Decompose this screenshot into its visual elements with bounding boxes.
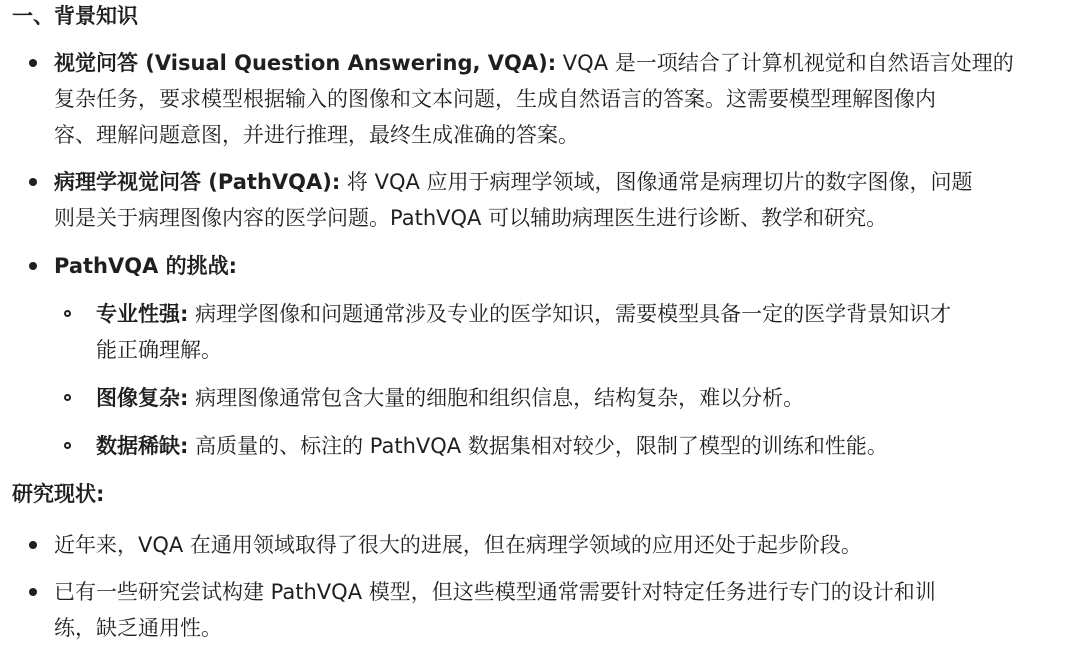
- list-item-text: 复杂任务，要求模型根据输入的图像和文本问题，生成自然语言的答案。这需要模型理解图像内: [54, 87, 936, 111]
- bullet-circle-icon: [64, 310, 71, 317]
- list-item-line: [54, 248, 237, 284]
- sub-list-item: [96, 428, 888, 464]
- list-item: [54, 574, 936, 646]
- list-item-text: 练，缺乏通用性。: [54, 616, 222, 640]
- list-item-text: 病理图像通常包含大量的细胞和组织信息，结构复杂，难以分析。: [188, 386, 805, 410]
- list-item-text: 则是关于病理图像内容的医学问题。PathVQA 可以辅助病理医生进行诊断、教学和研究。: [54, 206, 888, 230]
- list-item: [54, 45, 1014, 153]
- list-item-text: 能正确理解。: [96, 338, 222, 362]
- list-item-text: 已有一些研究尝试构建 PathVQA 模型，但这些模型通常需要针对特定任务进行专门的设计和训: [54, 580, 936, 604]
- bullet-dot-icon: [29, 59, 37, 67]
- section-title: 一、背景知识: [12, 4, 138, 28]
- list-item-line: [96, 296, 951, 332]
- bullet-circle-icon: [64, 394, 71, 401]
- list-item: [54, 248, 237, 284]
- list-item-term: 图像复杂:: [96, 386, 189, 410]
- list-item-text: VQA 是一项结合了计算机视觉和自然语言处理的: [556, 51, 1014, 75]
- bullet-dot-icon: [29, 588, 37, 596]
- research-title: 研究现状:: [12, 482, 105, 506]
- list-item-term: 数据稀缺:: [96, 434, 189, 458]
- sub-list-item: [96, 296, 951, 368]
- list-item-text: 病理学图像和问题通常涉及专业的医学知识，需要模型具备一定的医学背景知识才: [188, 302, 952, 326]
- list-item: [54, 164, 973, 236]
- list-item-line: [54, 45, 1014, 81]
- list-item-term: 视觉问答 (Visual Question Answering, VQA):: [54, 51, 557, 75]
- bullet-circle-icon: [64, 442, 71, 449]
- list-item-text: 容、理解问题意图，并进行推理，最终生成准确的答案。: [54, 123, 579, 147]
- sub-list-item: [96, 380, 804, 416]
- list-item-term: 病理学视觉问答 (PathVQA):: [54, 170, 341, 194]
- list-item-line: [54, 164, 973, 200]
- list-item-term: PathVQA 的挑战:: [54, 254, 238, 278]
- bullet-dot-icon: [29, 541, 37, 549]
- list-item-line: [96, 380, 804, 416]
- bullet-dot-icon: [29, 178, 37, 186]
- list-item-line: [96, 428, 888, 464]
- list-item-text: 近年来，VQA 在通用领域取得了很大的进展，但在病理学领域的应用还处于起步阶段。: [54, 533, 862, 557]
- bullet-dot-icon: [29, 262, 37, 270]
- list-item: [54, 527, 862, 563]
- list-item-text: 高质量的、标注的 PathVQA 数据集相对较少，限制了模型的训练和性能。: [188, 434, 888, 458]
- list-item-text: 将 VQA 应用于病理学领域，图像通常是病理切片的数字图像，问题: [340, 170, 973, 194]
- list-item-term: 专业性强:: [96, 302, 189, 326]
